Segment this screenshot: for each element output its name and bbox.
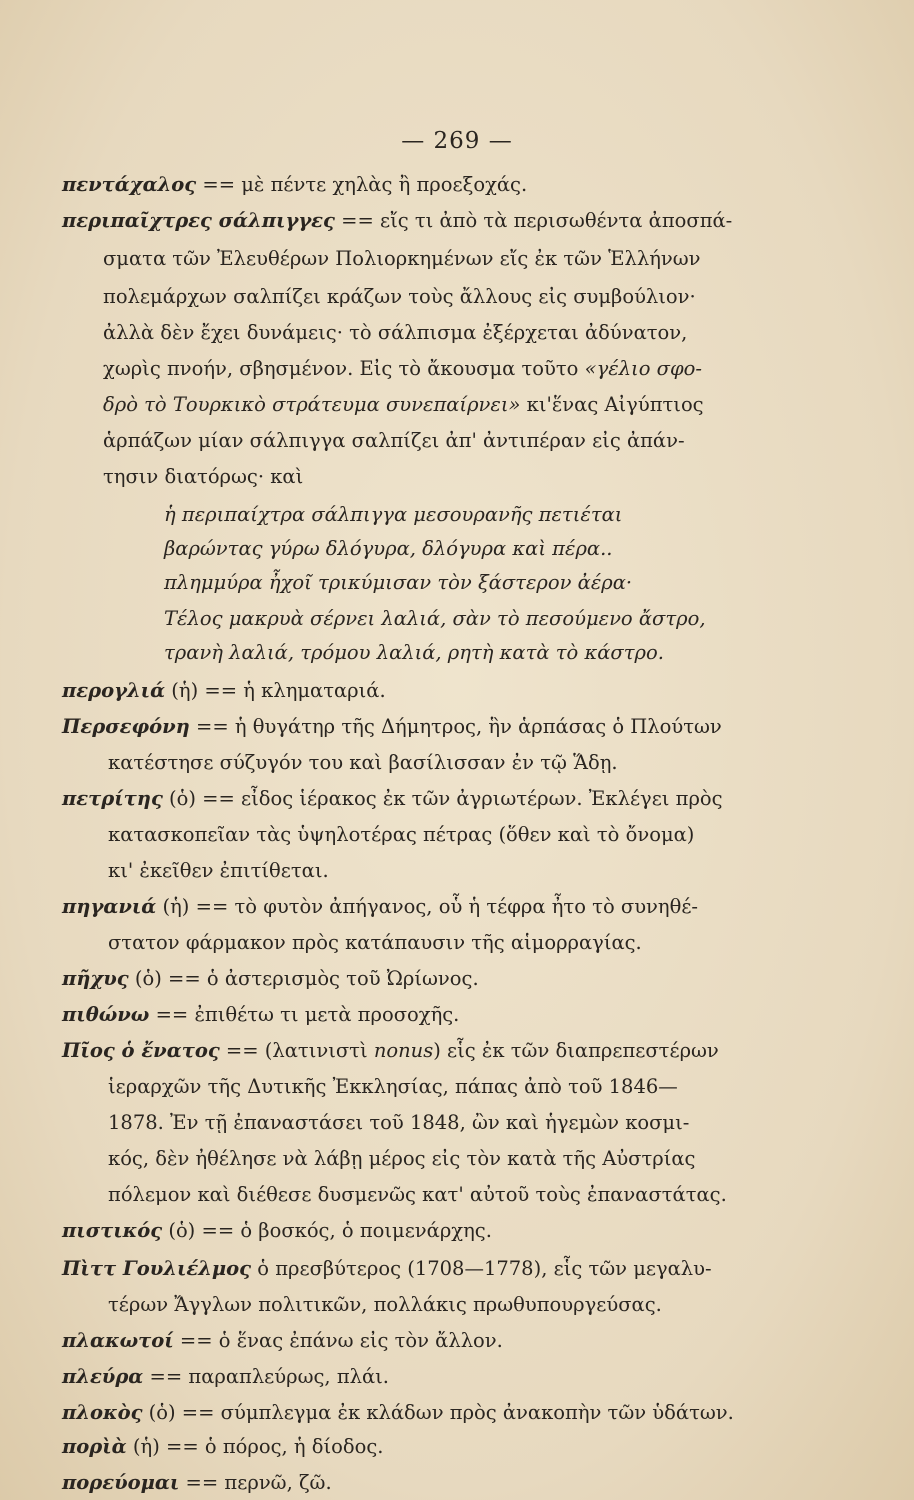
entry-line: κός, δὲν ἠθέλησε νὰ λάβῃ μέρος εἰς τὸν κατὰ τῆς Αὐστρίας xyxy=(108,1147,696,1170)
headword: πηγανιά xyxy=(62,895,157,918)
verse-line: Τέλος μακρυὰ σέρνει λαλιά, σὰν τὸ πεσούμενο ἄστρο, xyxy=(164,607,706,630)
headword: περιπαῖχτρες σάλπιγγες xyxy=(62,209,335,232)
latin-word: nonus xyxy=(373,1039,434,1062)
entry-line: πῆχυς (ὁ) == ὁ ἀστερισμὸς τοῦ Ὠρίωνος. xyxy=(62,967,479,990)
headword: Πὶττ Γουλιέλμος xyxy=(62,1257,252,1280)
entry-line: περιπαῖχτρες σάλπιγγες == εἴς τι ἀπὸ τὰ περισωθέντα ἀποσπά- xyxy=(62,209,733,232)
headword: πιθώνω xyxy=(62,1003,150,1026)
entry-line: χωρὶς πνοήν, σβησμένον. Εἰς τὸ ἄκουσμα τοῦτο «γέλιο σφο- xyxy=(103,357,702,380)
entry-line: ἀλλὰ δὲν ἔχει δυνάμεις· τὸ σάλπισμα ἐξέρχεται ἀδύνατον, xyxy=(103,321,688,344)
headword: Περσεφόνη xyxy=(62,715,190,738)
entry-line: κι' ἐκεῖθεν ἐπιτίθεται. xyxy=(108,859,329,882)
headword: πλοκὸς xyxy=(62,1401,143,1424)
headword: περογλιά xyxy=(62,679,166,702)
verse-line: βαρώντας γύρω δλόγυρα, δλόγυρα καὶ πέρα.. xyxy=(164,537,613,560)
verse-line: τρανὴ λαλιά, τρόμου λαλιά, ρητὴ κατὰ τὸ κάστρο. xyxy=(164,641,664,664)
entry-line: δρὸ τὸ Τουρκικὸ στράτευμα συνεπαίρνει» κι'ἕνας Αἰγύπτιος xyxy=(103,393,704,416)
headword: πλακωτοί xyxy=(62,1329,174,1352)
entry-line: πόλεμον καὶ διέθεσε δυσμενῶς κατ' αὐτοῦ τοὺς ἐπαναστάτας. xyxy=(108,1183,727,1206)
headword: Πῖος ὁ ἔνατος xyxy=(62,1039,220,1062)
entry-line: πολεμάρχων σαλπίζει κράζων τοὺς ἄλλους εἰς συμβούλιον· xyxy=(103,285,696,308)
headword: πιστικός xyxy=(62,1219,163,1242)
verse-line: πλημμύρα ἦχοῖ τρικύμισαν τὸν ξάστερον ἀέρα· xyxy=(164,571,633,594)
headword: πλεύρα xyxy=(62,1365,144,1388)
headword: πετρίτης xyxy=(62,787,163,810)
entry-line: περογλιά (ἡ) == ἡ κληματαριά. xyxy=(62,679,386,702)
headword: πῆχυς xyxy=(62,967,129,990)
entry-line: πλεύρα == παραπλεύρως, πλάι. xyxy=(62,1365,390,1388)
entry-line: ἱεραρχῶν τῆς Δυτικῆς Ἐκκλησίας, πάπας ἀπὸ τοῦ 1846— xyxy=(108,1075,678,1098)
entry-line: ἁρπάζων μίαν σάλπιγγα σαλπίζει ἀπ' ἀντιπέραν εἰς ἀπάν- xyxy=(103,429,685,452)
headword: πεντάχαλος xyxy=(62,173,197,196)
entry-line: τέρων Ἄγγλων πολιτικῶν, πολλάκις πρωθυπουργεύσας. xyxy=(108,1293,662,1316)
entry-line: πιθώνω == ἐπιθέτω τι μετὰ προσοχῆς. xyxy=(62,1003,460,1026)
entry-line: πεντάχαλος == μὲ πέντε χηλὰς ἢ προεξοχάς. xyxy=(62,173,528,196)
quoted-verse: «γέλιο σφο- xyxy=(584,357,702,380)
entry-line: 1878. Ἐν τῇ ἐπαναστάσει τοῦ 1848, ὢν καὶ ἡγεμὼν κοσμι- xyxy=(108,1111,690,1134)
entry-line: Περσεφόνη == ἡ θυγάτηρ τῆς Δήμητρος, ἣν ἁρπάσας ὁ Πλούτων xyxy=(62,715,722,738)
page-number: — 269 — xyxy=(401,128,513,154)
entry-line: τησιν διατόρως· καὶ xyxy=(103,465,304,488)
verse-line: ἡ περιπαίχτρα σάλπιγγα μεσουρανῆς πετιέται xyxy=(164,503,623,526)
entry-line: Πῖος ὁ ἔνατος == (λατινιστὶ nonus) εἷς ἐκ τῶν διαπρεπεστέρων xyxy=(62,1039,719,1062)
entry-line: πιστικός (ὁ) == ὁ βοσκός, ὁ ποιμενάρχης. xyxy=(62,1219,492,1242)
entry-line: Πὶττ Γουλιέλμος ὁ πρεσβύτερος (1708—1778), εἷς τῶν μεγαλυ- xyxy=(62,1257,712,1280)
entry-line: πλοκὸς (ὁ) == σύμπλεγμα ἐκ κλάδων πρὸς ἀνακοπὴν τῶν ὑδάτων. xyxy=(62,1401,734,1424)
entry-line: κατέστησε σύζυγόν του καὶ βασίλισσαν ἐν τῷ Ἅδῃ. xyxy=(108,751,618,774)
entry-line: σματα τῶν Ἐλευθέρων Πολιορκημένων εἴς ἐκ τῶν Ἑλλήνων xyxy=(103,247,701,270)
entry-line: πηγανιά (ἡ) == τὸ φυτὸν ἀπήγανος, οὗ ἡ τέφρα ἦτο τὸ συνηθέ- xyxy=(62,895,699,918)
entry-line: κατασκοπεῖαν τὰς ὑψηλοτέρας πέτρας (ὅθεν καὶ τὸ ὄνομα) xyxy=(108,823,695,846)
entry-line: πορεύομαι == περνῶ, ζῶ. xyxy=(62,1471,332,1494)
entry-line: πορὶὰ (ἡ) == ὁ πόρος, ἡ δίοδος. xyxy=(62,1435,384,1458)
quoted-verse: δρὸ τὸ Τουρκικὸ στράτευμα συνεπαίρνει» xyxy=(103,393,521,416)
entry-line: στατον φάρμακον πρὸς κατάπαυσιν τῆς αἱμορραγίας. xyxy=(108,931,642,954)
headword: πορὶὰ xyxy=(62,1435,127,1458)
entry-line: πλακωτοί == ὁ ἕνας ἐπάνω εἰς τὸν ἄλλον. xyxy=(62,1329,503,1352)
headword: πορεύομαι xyxy=(62,1471,180,1494)
entry-line: πετρίτης (ὁ) == εἶδος ἱέρακος ἐκ τῶν ἀγριωτέρων. Ἐκλέγει πρὸς xyxy=(62,787,723,810)
